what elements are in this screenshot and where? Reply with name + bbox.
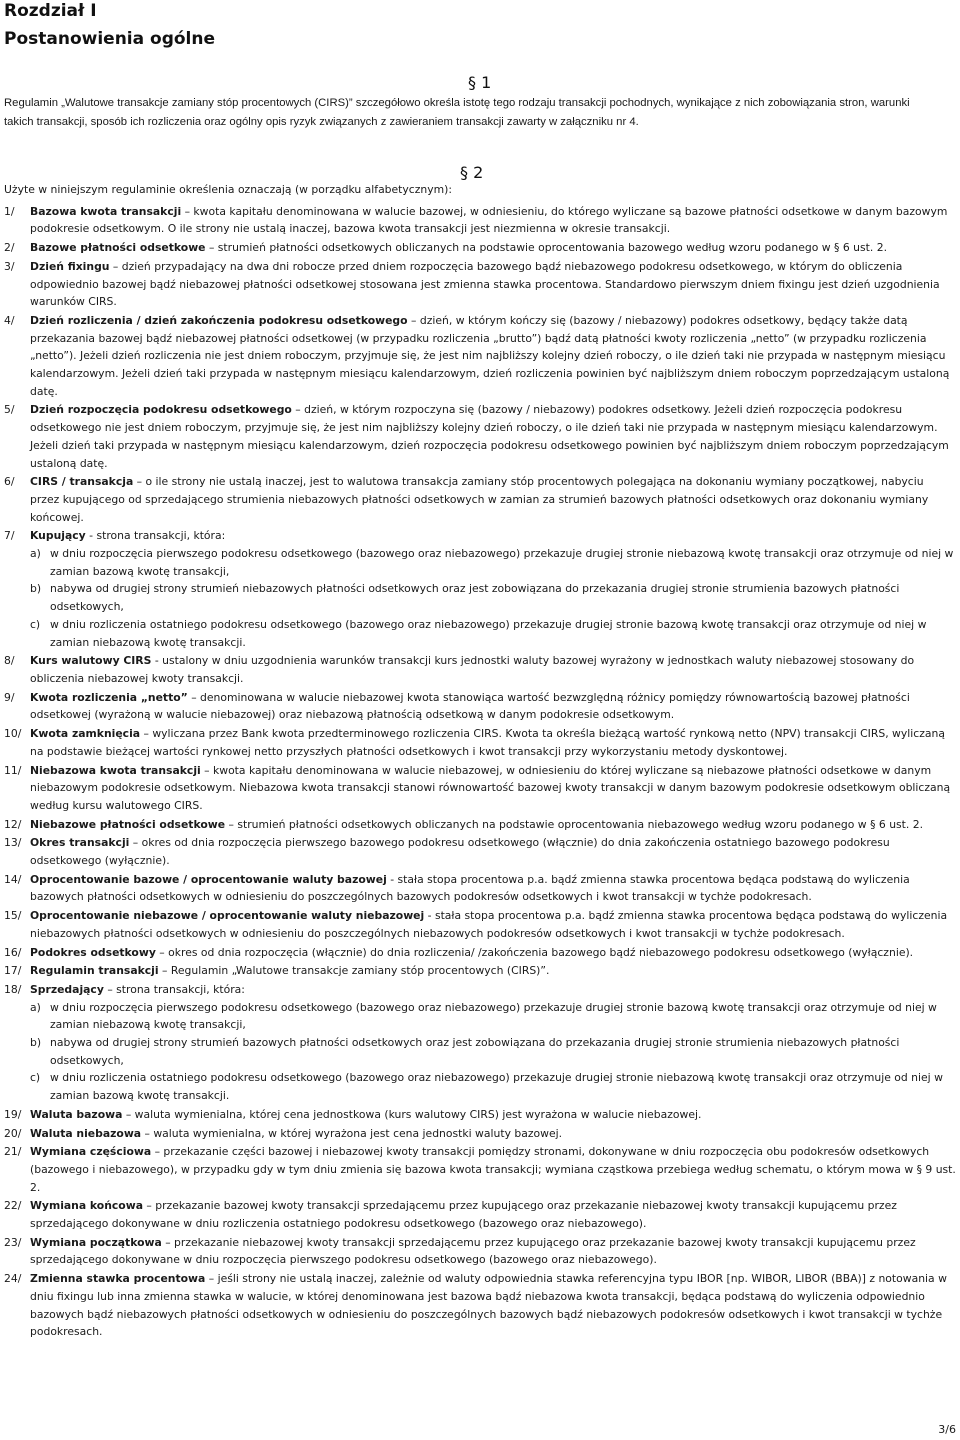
- definition-number: 16/: [4, 945, 22, 959]
- definition-text: – o ile strony nie ustalą inaczej, jest to walutowa transakcja zamiany stóp procentowych polegająca na dokonaniu wymiany początkowej, nabyciu przez kupującego od sprzedającego strumienia niebazowych płatności odsetkowych w zamian za strumień bazowych płatności odsetkowych oraz dokonaniu wymiany końcowej.: [30, 475, 929, 524]
- definition-number: 6/: [4, 475, 15, 489]
- definition-text: – kwota kapitału denominowana w walucie niebazowej, w odniesieniu do której wyliczane są niebazowe płatności odsetkowe w danym niebazowym podokresie odsetkowym. Niebazowa kwota transakcji stanowi równowartość bazowej kwoty transakcji w danym bazowym podokresie odsetkowym obliczaną według kursu walutowego CIRS.: [30, 763, 951, 812]
- subitem-letter: c): [30, 1071, 41, 1085]
- definition-number: 11/: [4, 763, 22, 777]
- definition-item: [4, 473, 956, 526]
- definition-term: Niebazowe płatności odsetkowe: [30, 817, 226, 831]
- definition-term: Dzień fixingu: [30, 259, 110, 273]
- definition-text: – przekazanie bazowej kwoty transakcji sprzedającemu przez kupującego oraz przekazanie niebazowej kwoty transakcji kupującemu przez sprzedającego dokonywane w dniu rozliczenia ostatniego podokresu odsetkowego (bazowego oraz niebazowego).: [30, 1199, 897, 1231]
- definition-number: 24/: [4, 1272, 22, 1286]
- definition-subitem: [30, 1034, 956, 1069]
- definition-text: – denominowana w walucie niebazowej kwota stanowiąca wartość bezwzględną różnicy pomiędzy równowartością bazowej płatności odsetkowej (wyrażoną w walucie niebazowej) oraz niebazową płatnością odsetkową w danym podokresie odsetkowym.: [30, 690, 910, 722]
- subitem-letter: a): [30, 1000, 41, 1014]
- definition-item: [4, 1125, 956, 1143]
- definition-term: Bazowa kwota transakcji: [30, 204, 182, 218]
- definition-text: – okres od dnia rozpoczęcia (włącznie) do dnia rozliczenia/ /zakończenia bazowego bądź niebazowego podokresu odsetkowego (wyłącznie).: [155, 945, 914, 959]
- paragraph-2-body: [4, 181, 956, 1342]
- definition-item: [4, 834, 956, 869]
- definition-number: 21/: [4, 1145, 22, 1159]
- definition-number: 23/: [4, 1235, 22, 1249]
- definition-term: Oprocentowanie niebazowe / oprocentowanie waluty niebazowej: [30, 909, 425, 923]
- definition-text: - ustalony w dniu uzgodnienia warunków transakcji kurs jednostki waluty bazowej wyrażony w jednostkach waluty niebazowej stosowany do obliczenia niebazowej kwoty transakcji.: [30, 654, 915, 685]
- definition-text: – dzień, w którym kończy się (bazowy / niebazowy) podokres odsetkowy, będący także datą przekazania bazowej bądź niebazowej płatności odsetkowej (w przypadku rozliczenia „brutto”) bądź datą płatności kwoty rozliczenia „netto” (w przypadku rozliczenia „netto”). Jeżeli dzień rozliczenia nie jest dniem roboczym, przyjmuje się, że jest nim najbliższy kolejny dzień roboczy, o ile dzień taki nie przypada w następnym miesiącu kalendarzowym. Jeżeli dzień taki przypada w następnym miesiącu kalendarzowym, dzień rozliczenia powinien być najbliższym dniem roboczym poprzedzającym ustaloną datę.: [30, 313, 950, 398]
- definition-item: [4, 907, 956, 942]
- definition-item: [4, 962, 956, 980]
- subitem-letter: b): [30, 582, 42, 596]
- definition-text: – przekazanie niebazowej kwoty transakcji sprzedającemu przez kupującego oraz przekazanie bazowej kwoty transakcji kupującemu przez sprzedającego dokonywane w dniu rozpoczęcia pierwszego podokresu odsetkowego (bazowego oraz niebazowego).: [30, 1235, 916, 1267]
- subitem-text: nabywa od drugiej strony strumień bazowych płatności odsetkowych oraz jest zobowiązana do przekazania drugiej stronie strumienia niebazowych płatności odsetkowych,: [50, 1036, 900, 1067]
- definition-text: – strumień płatności odsetkowych obliczanych na podstawie oprocentowania niebazowego według wzoru podanego w § 6 ust. 2.: [225, 817, 924, 831]
- definition-text: – waluta wymienialna, w której wyrażona jest cena jednostki waluty bazowej.: [141, 1126, 563, 1140]
- definition-subitem: [30, 999, 956, 1034]
- chapter-heading: Rozdział I: [4, 1, 97, 21]
- definition-number: 1/: [4, 204, 15, 218]
- definition-term: Okres transakcji: [30, 836, 130, 850]
- definition-number: 14/: [4, 872, 22, 886]
- definition-item: [4, 401, 956, 472]
- definition-term: CIRS / transakcja: [30, 475, 134, 489]
- definition-number: 18/: [4, 982, 22, 996]
- definition-text: - strona transakcji, która:: [85, 529, 226, 543]
- definition-number: 10/: [4, 727, 22, 741]
- subitem-text: w dniu rozpoczęcia pierwszego podokresu odsetkowego (bazowego oraz niebazowego) przekazuje drugiej stronie bazową kwotę transakcji oraz otrzymuje od niej w zamian niebazową kwotę transakcji,: [50, 1000, 937, 1032]
- definition-item: [4, 203, 956, 238]
- definition-item: [4, 689, 956, 724]
- definition-subitem: [30, 616, 956, 651]
- definition-term: Oprocentowanie bazowe / oprocentowanie waluty bazowej: [30, 872, 387, 886]
- definition-term: Regulamin transakcji: [30, 964, 159, 978]
- definition-term: Dzień rozpoczęcia podokresu odsetkowego: [30, 403, 292, 417]
- definition-text: – przekazanie części bazowej i niebazowej kwoty transakcji pomiędzy stronami, dokonywane w dniu rozpoczęcia obu podokresów odsetkowych (bazowego i niebazowego), w przypadku gdy w tym dniu zmienia się bazowa kwota transakcji; wymiana cząstkowa przebiega według schematu, o którym mowa w § 9 ust. 2.: [30, 1145, 956, 1194]
- definitions-list: [4, 203, 956, 1341]
- definition-number: 4/: [4, 313, 15, 327]
- definition-item: [4, 1197, 956, 1232]
- definition-item: [4, 258, 956, 311]
- paragraph-1-sign: § 1: [468, 73, 492, 92]
- definition-subitem: [30, 580, 956, 615]
- subitem-letter: c): [30, 617, 41, 631]
- definition-term: Podokres odsetkowy: [30, 945, 156, 959]
- definition-text: – dzień, w którym rozpoczyna się (bazowy / niebazowy) podokres odsetkowy. Jeżeli dzień rozpoczęcia podokresu odsetkowego nie jest dniem roboczym, przyjmuje się, że jest nim najbliższy kolejny dzień roboczy, o ile dzień taki nie przypada w następnym miesiącu kalendarzowym. Jeżeli dzień taki przypada w następnym miesiącu kalendarzowym, dzień rozpoczęcia podokresu odsetkowego powinien być najbliższym dniem roboczym poprzedzającym ustaloną datę.: [30, 403, 949, 470]
- definition-text: – strona transakcji, która:: [103, 982, 245, 996]
- definition-item: [4, 816, 956, 834]
- definition-term: Waluta bazowa: [30, 1107, 123, 1121]
- definition-text: – Regulamin „Walutowe transakcje zamiany stóp procentowych (CIRS)”.: [158, 964, 550, 978]
- definition-item: [4, 981, 956, 1105]
- definition-item: [4, 944, 956, 962]
- definition-term: Kwota zamknięcia: [30, 727, 141, 741]
- definition-text: – dzień przypadający na dwa dni robocze przed dniem rozpoczęcia bazowego bądź niebazowego podokresu odsetkowego, w którym do obliczenia odpowiednio bazowej bądź niebazowej płatności odsetkowej stosowana jest zmienna stawka procentowa. Standardowo pierwszym dniem fixingu jest dzień uzgodnienia warunków CIRS.: [30, 259, 940, 309]
- subitem-letter: b): [30, 1036, 42, 1050]
- definition-text: – jeśli strony nie ustalą inaczej, zależnie od waluty odpowiednia stawka referencyjna typu IBOR [np. WIBOR, LIBOR (BBA)] z notowania w dniu fixingu lub inna zmienna stawka w walucie, w której denominowana jest bazowa bądź niebazowa kwota transakcji, będąca podstawą do wyliczenia odpowiednio bazowych bądź niebazowych płatności odsetkowych w odniesieniu do poszczególnych bazowych bądź niebazowych podokresów odsetkowych i kwot transakcji w tychże podokresach.: [30, 1272, 947, 1339]
- definition-subitem: [30, 1069, 956, 1104]
- definition-term: Bazowe płatności odsetkowe: [30, 241, 206, 255]
- definition-item: [4, 725, 956, 760]
- definition-item: [4, 1143, 956, 1196]
- definition-text: - stała stopa procentowa p.a. bądź zmienna stawka procentowa będąca podstawą do wyliczenia niebazowych płatności odsetkowych w odniesieniu do poszczególnych niebazowych podokresów odsetkowych i kwot transakcji w tychże podokresach.: [30, 909, 948, 940]
- definition-item: [4, 871, 956, 906]
- definition-subitem: [30, 545, 956, 580]
- definition-term: Zmienna stawka procentowa: [30, 1272, 206, 1286]
- definition-item: [4, 1106, 956, 1124]
- definition-item: [4, 1234, 956, 1269]
- definition-text: - stała stopa procentowa p.a. bądź zmienna stawka procentowa będąca podstawą do wyliczenia bazowych płatności odsetkowych w odniesieniu do poszczególnych bazowych podokresów odsetkowych i kwot transakcji w tychże podokresach.: [30, 872, 910, 904]
- definition-number: 8/: [4, 654, 15, 668]
- definition-text: – waluta wymienialna, której cena jednostkowa (kurs walutowy CIRS) jest wyrażona w walucie niebazowej.: [122, 1107, 702, 1121]
- definition-term: Kurs walutowy CIRS: [30, 654, 152, 668]
- subitem-letter: a): [30, 547, 41, 561]
- page-number: 3/6: [938, 1423, 956, 1436]
- definition-number: 5/: [4, 403, 15, 417]
- definition-text: – okres od dnia rozpoczęcia pierwszego bazowego podokresu odsetkowego (włącznie) do dnia zakończenia ostatniego bazowego podokresu odsetkowego (wyłącznie).: [30, 836, 890, 868]
- subitem-text: w dniu rozliczenia ostatniego podokresu odsetkowego (bazowego oraz niebazowego) przekazuje drugiej stronie bazową kwotę transakcji oraz otrzymuje od niej w zamian niebazową kwotę transakcji.: [50, 617, 927, 649]
- definition-term: Niebazowa kwota transakcji: [30, 763, 201, 777]
- definition-term: Dzień rozliczenia / dzień zakończenia podokresu odsetkowego: [30, 313, 408, 327]
- definition-number: 12/: [4, 817, 22, 831]
- definition-item: [4, 1270, 956, 1341]
- definition-number: 7/: [4, 529, 15, 543]
- definition-term: Sprzedający: [30, 982, 104, 996]
- definition-term: Wymiana końcowa: [30, 1199, 143, 1213]
- definition-text: – strumień płatności odsetkowych obliczanych na podstawie oprocentowania bazowego według wzoru podanego w § 6 ust. 2.: [205, 241, 888, 255]
- definition-number: 17/: [4, 964, 22, 978]
- paragraph-1-text: Regulamin „Walutowe transakcje zamiany stóp procentowych (CIRS)” szczegółowo określa istotę tego rodzaju transakcji pochodnych, wynikające z nich zobowiązania stron, warunki takich transakcji, sposób ich rozliczenia oraz ogólny opis ryzyk związanych z zawieraniem transakcji zawarty w załączniku nr 4.: [4, 97, 910, 128]
- definition-text: – kwota kapitału denominowana w walucie bazowej, w odniesieniu, do którego wyliczane są bazowe płatności odsetkowe w danym bazowym podokresie odsetkowym. O ile strony nie ustalą inaczej, bazowa kwota transakcji jest niezmienna w okresie transakcji.: [30, 204, 948, 236]
- definition-term: Kupujący: [30, 529, 86, 543]
- definition-number: 22/: [4, 1199, 22, 1213]
- subitem-text: w dniu rozpoczęcia pierwszego podokresu odsetkowego (bazowego oraz niebazowego) przekazuje drugiej stronie niebazową kwotę transakcji oraz otrzymuje od niej w zamian bazową kwotę transakcji,: [50, 547, 954, 578]
- definition-term: Waluta niebazowa: [30, 1126, 142, 1140]
- definition-number: 20/: [4, 1126, 22, 1140]
- paragraph-2-intro: Użyte w niniejszym regulaminie określenia oznaczają (w porządku alfabetycznym):: [4, 183, 453, 196]
- definition-number: 9/: [4, 690, 15, 704]
- definition-text: – wyliczana przez Bank kwota przedterminowego rozliczenia CIRS. Kwota ta określa bieżącą wartość rynkową netto (NPV) transakcji CIRS, wyliczaną na podstawie bieżącej wartości rynkowej netto przyszłych płatności odsetkowych i kwot transakcji przy wykorzystaniu metody dyskontowej.: [30, 727, 945, 758]
- definition-number: 3/: [4, 259, 15, 273]
- definition-item: [4, 762, 956, 815]
- definition-item: [4, 652, 956, 687]
- definition-number: 2/: [4, 241, 15, 255]
- definition-number: 15/: [4, 909, 22, 923]
- subitem-text: w dniu rozliczenia ostatniego podokresu odsetkowego (bazowego oraz niebazowego) przekazuje drugiej stronie niebazową kwotę transakcji oraz otrzymuje od niej w zamian bazową kwotę transakcji.: [50, 1071, 943, 1103]
- definition-term: Wymiana początkowa: [30, 1235, 162, 1249]
- definition-term: Kwota rozliczenia „netto”: [30, 690, 188, 704]
- section-title: Postanowienia ogólne: [4, 29, 216, 49]
- definition-number: 13/: [4, 836, 22, 850]
- definition-item: [4, 312, 956, 401]
- definition-item: [4, 527, 956, 651]
- definition-item: [4, 239, 956, 257]
- definition-term: Wymiana częściowa: [30, 1145, 152, 1159]
- paragraph-2-sign: § 2: [460, 163, 484, 182]
- definition-number: 19/: [4, 1107, 22, 1121]
- subitem-text: nabywa od drugiej strony strumień niebazowych płatności odsetkowych oraz jest zobowiązana do przekazania drugiej stronie strumienia bazowych płatności odsetkowych,: [50, 582, 900, 614]
